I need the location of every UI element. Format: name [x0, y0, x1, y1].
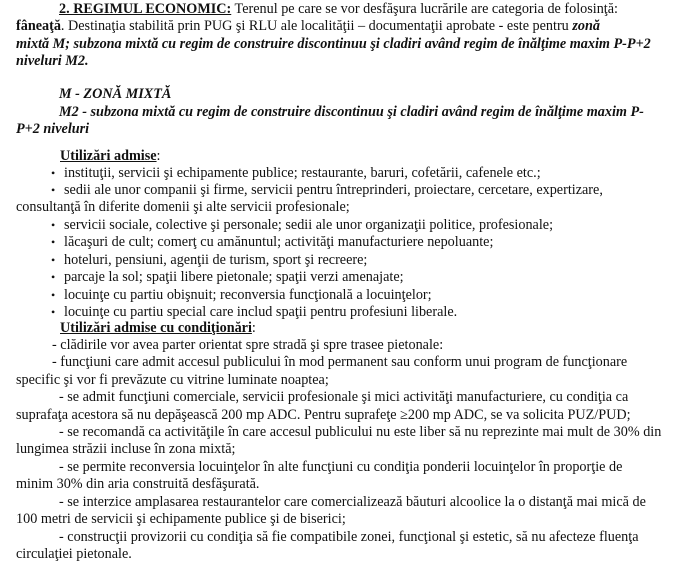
bullet-icon: •	[51, 217, 56, 232]
section-line-3: mixtă M; subzona mixtă cu regim de construire discontinuu şi cladiri având regim de înălţime maxim P-P+2	[16, 35, 651, 52]
conditionari-heading-line	[60, 320, 256, 337]
land-category: fâneaţă	[16, 18, 61, 35]
section-heading: 2. REGIMUL ECONOMIC:	[59, 1, 232, 17]
conditionari-line: circulaţiei pietonale.	[16, 546, 132, 562]
bullet-icon: •	[51, 270, 56, 285]
bullet-icon: •	[51, 165, 56, 180]
section-heading-rest: Terenul pe care se vor desfăşura lucrările are categoria de folosinţă:	[231, 1, 618, 17]
conditionari-line: lungimea străzii incluse în zona mixtă;	[16, 441, 236, 458]
zone-phrase-start: zonă	[572, 18, 600, 35]
bullet-icon: •	[51, 235, 56, 250]
section-line-2	[16, 18, 600, 35]
admise-item: sedii ale unor companii şi firme, servicii pentru întreprinderi, proiectare, cercetare, expertizare,	[64, 182, 603, 198]
admise-item: servicii sociale, colective şi personale; sedii ale unor organizaţii politice, profesionale;	[64, 216, 554, 233]
conditionari-line: suprafaţa acestora să nu depăşească 200 mp ADC. Pentru suprafeţe ≥200 mp ADC, se va solicita PUZ/PUD;	[16, 406, 631, 423]
admise-item: instituţii, servicii şi echipamente publice; restaurante, baruri, cofetării, cafenele etc.;	[64, 164, 541, 181]
admise-heading: Utilizări admise	[60, 148, 157, 165]
conditionari-line: - se admit funcţiuni comerciale, servicii profesionale şi mici activităţi manufacturiere, cu condiţia ca	[59, 389, 629, 406]
conditionari-heading: Utilizări admise cu condiţionări	[60, 319, 252, 336]
section-line-2-text: . Destinaţia stabilită prin PUG şi RLU ale localităţii – documentaţii aprobate - este pentru	[60, 18, 573, 35]
conditionari-line: 100 metri de servicii şi echipamente publice şi de biserici;	[16, 511, 346, 528]
admise-item: hoteluri, pensiuni, agenţii de turism, sport şi recreere;	[64, 251, 368, 268]
conditionari-line: - construcţii provizorii cu condiţia să fie compatibile zonei, funcţional şi estetic, să nu afecteze fluenţa	[59, 528, 639, 545]
admise-heading-line	[60, 148, 161, 165]
zone-title: M - ZONĂ MIXTĂ	[59, 86, 172, 103]
bullet-icon: •	[51, 305, 56, 319]
conditionari-line: - se permite reconversia locuinţelor în alte funcţiuni cu condiţia ponderii locuinţelor în proporţie de	[59, 458, 623, 475]
bullet-icon: •	[51, 287, 56, 302]
admise-item: lăcaşuri de cult; comerţ cu amănuntul; activităţi manufacturiere nepoluante;	[64, 234, 494, 251]
admise-item-continuation: consultanţă în diferite domenii şi alte servicii profesionale;	[16, 199, 350, 216]
admise-item: parcaje la sol; spaţii libere pietonale; spaţii verzi amenajate;	[64, 269, 404, 286]
section-heading-line	[59, 1, 618, 18]
zone-description-line-1: M2 - subzona mixtă cu regim de construire discontinuu şi cladiri având regim de înălţime maxim P-	[59, 103, 644, 120]
bullet-icon: •	[51, 252, 56, 267]
conditionari-line: - se interzice amplasarea restaurantelor care comercializează băuturi alcoolice la o distanţă mai mică de	[59, 493, 646, 510]
conditionari-line: - clădirile vor avea parter orientat spre stradă şi spre trasee pietonale:	[52, 336, 444, 353]
admise-colon: :	[156, 148, 161, 165]
conditionari-line: specific şi vor fi prevăzute cu vitrine luminate noaptea;	[16, 371, 329, 388]
section-line-4: niveluri M2.	[16, 53, 89, 70]
admise-item: locuinţe cu partiu special care includ spaţii pentru profesiuni liberale.	[64, 304, 458, 320]
conditionari-line: - funcţiuni care admit accesul publicului în mod permanent sau conform unui program de funcţionare	[52, 354, 628, 371]
admise-item: locuinţe cu partiu obişnuit; reconversia funcţională a locuinţelor;	[64, 286, 432, 303]
conditionari-line: minim 30% din aria construită desfăşurată.	[16, 476, 260, 493]
conditionari-line: - se recomandă ca activităţile în care accesul publicului nu este liber să nu reprezinte mai mult de 30% din	[59, 424, 662, 440]
bullet-icon: •	[51, 183, 56, 197]
zone-description-line-2: P+2 niveluri	[16, 121, 90, 137]
conditionari-colon: :	[251, 319, 256, 336]
